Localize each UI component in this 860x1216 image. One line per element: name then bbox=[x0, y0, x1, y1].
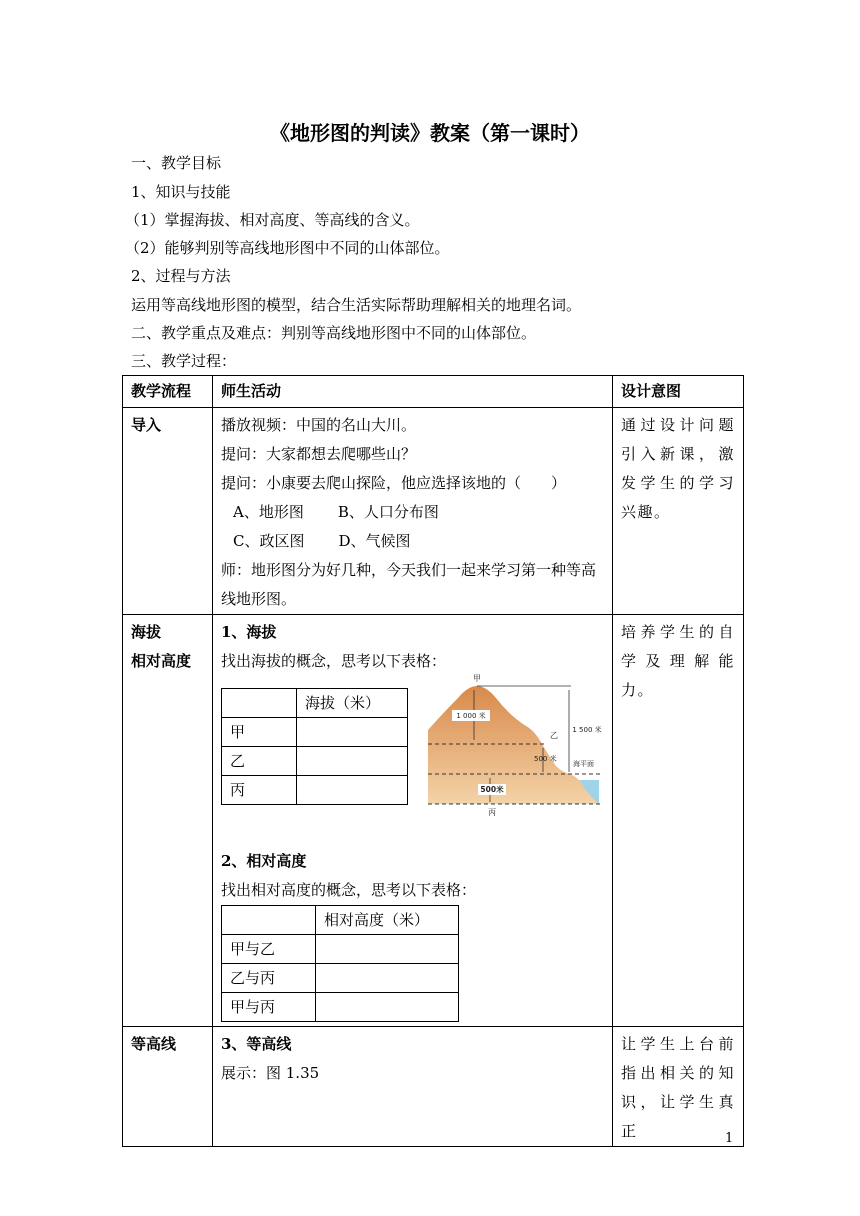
label-mid: 乙 bbox=[550, 731, 558, 740]
intro-line-2: 提问：大家都想去爬哪些山？ bbox=[221, 445, 417, 463]
label-1500: 1 500 米 bbox=[572, 726, 602, 734]
altitude-block bbox=[221, 676, 604, 834]
relative-cell bbox=[316, 935, 459, 964]
table-row bbox=[222, 993, 459, 1022]
table-row-elevation bbox=[123, 615, 744, 1027]
table-row bbox=[222, 747, 408, 776]
label-1000: 1 000 米 bbox=[456, 712, 486, 720]
procedure-heading: 三、教学过程： bbox=[131, 352, 237, 370]
activity-elevation bbox=[213, 615, 613, 1027]
procedure-table bbox=[122, 375, 744, 1147]
option-a: A、地形图 bbox=[233, 503, 304, 521]
intro-closing: 师：地形图分为好几种，今天我们一起来学习第一种等高线地形图。 bbox=[221, 561, 597, 608]
process-heading: 2、过程与方法 bbox=[131, 267, 231, 285]
stage-elevation-line2: 相对高度 bbox=[131, 652, 192, 670]
mountain-profile bbox=[428, 686, 602, 804]
knowledge-item-2: （2）能够判别等高线地形图中不同的山体部位。 bbox=[125, 239, 450, 257]
knowledge-item-1: （1）掌握海拔、相对高度、等高线的含义。 bbox=[125, 211, 420, 229]
altitude-row-label: 乙 bbox=[222, 747, 297, 776]
altitude-cell bbox=[297, 718, 408, 747]
relative-height-heading: 2、相对高度 bbox=[221, 852, 307, 870]
header-intent: 设计意图 bbox=[613, 376, 744, 408]
goals-heading: 一、教学目标 bbox=[131, 154, 222, 172]
altitude-prompt: 找出海拔的概念，思考以下表格： bbox=[221, 652, 447, 670]
label-500-upper: 500 米 bbox=[534, 755, 557, 763]
header-stage: 教学流程 bbox=[123, 376, 213, 408]
option-d: D、气候图 bbox=[338, 532, 411, 550]
relative-cell bbox=[316, 993, 459, 1022]
intent-intro: 通过设计问题引入新课，激发学生的学习兴趣。 bbox=[613, 408, 744, 615]
stage-contour: 等高线 bbox=[123, 1027, 213, 1147]
intent-elevation: 培养学生的自学及理解能力。 bbox=[613, 615, 744, 1027]
altitude-cell bbox=[297, 747, 408, 776]
process-text: 运用等高线地形图的模型，结合生活实际帮助理解相关的地理名词。 bbox=[131, 296, 582, 314]
page-number: 1 bbox=[725, 1131, 734, 1146]
key-points: 二、教学重点及难点：判别等高线地形图中不同的山体部位。 bbox=[131, 324, 537, 342]
table-row-contour bbox=[123, 1027, 744, 1147]
relative-height-table bbox=[221, 905, 459, 1022]
stage-elevation-line1: 海拔 bbox=[131, 623, 162, 641]
altitude-col-header: 海拔（米） bbox=[297, 689, 408, 718]
intent-contour: 让学生上台前指出相关的知识，让学生真正 bbox=[613, 1027, 744, 1147]
label-500-lower: 500米 bbox=[480, 785, 504, 794]
knowledge-heading: 1、知识与技能 bbox=[131, 183, 231, 201]
table-row bbox=[222, 935, 459, 964]
relative-cell bbox=[316, 964, 459, 993]
header-activity: 师生活动 bbox=[213, 376, 613, 408]
options-row-2 bbox=[221, 527, 604, 556]
relative-height-prompt: 找出相对高度的概念，思考以下表格： bbox=[221, 881, 477, 899]
relative-row-label: 乙与丙 bbox=[222, 964, 316, 993]
options-row-1 bbox=[221, 498, 604, 527]
table-row bbox=[222, 776, 408, 805]
table-row bbox=[222, 964, 459, 993]
table-row bbox=[222, 718, 408, 747]
option-b: B、人口分布图 bbox=[337, 503, 439, 521]
label-sea: 海平面 bbox=[573, 760, 594, 768]
activity-intro bbox=[213, 408, 613, 615]
intro-line-1: 播放视频：中国的名山大川。 bbox=[221, 416, 417, 434]
altitude-cell bbox=[297, 776, 408, 805]
relative-row-label: 甲与丙 bbox=[222, 993, 316, 1022]
altitude-heading: 1、海拔 bbox=[221, 623, 277, 641]
altitude-row-label: 丙 bbox=[222, 776, 297, 805]
label-peak: 甲 bbox=[473, 674, 481, 683]
table-header-row bbox=[123, 376, 744, 408]
altitude-row-label: 甲 bbox=[222, 718, 297, 747]
relative-row-label: 甲与乙 bbox=[222, 935, 316, 964]
activity-contour bbox=[213, 1027, 613, 1147]
intro-line-3: 提问：小康要去爬山探险，他应选择该地的（ ） bbox=[221, 474, 567, 492]
relative-col-header: 相对高度（米） bbox=[316, 906, 459, 935]
stage-intro: 导入 bbox=[123, 408, 213, 615]
altitude-table bbox=[221, 688, 408, 805]
label-base: 丙 bbox=[488, 808, 496, 817]
elevation-diagram bbox=[426, 672, 609, 818]
contour-text: 展示：图 1.35 bbox=[221, 1064, 320, 1082]
page-title: 《地形图的判读》教案（第一课时） bbox=[270, 121, 590, 145]
stage-elevation bbox=[123, 615, 213, 1027]
table-row-intro bbox=[123, 408, 744, 615]
contour-heading: 3、等高线 bbox=[221, 1035, 292, 1053]
option-c: C、政区图 bbox=[233, 532, 305, 550]
